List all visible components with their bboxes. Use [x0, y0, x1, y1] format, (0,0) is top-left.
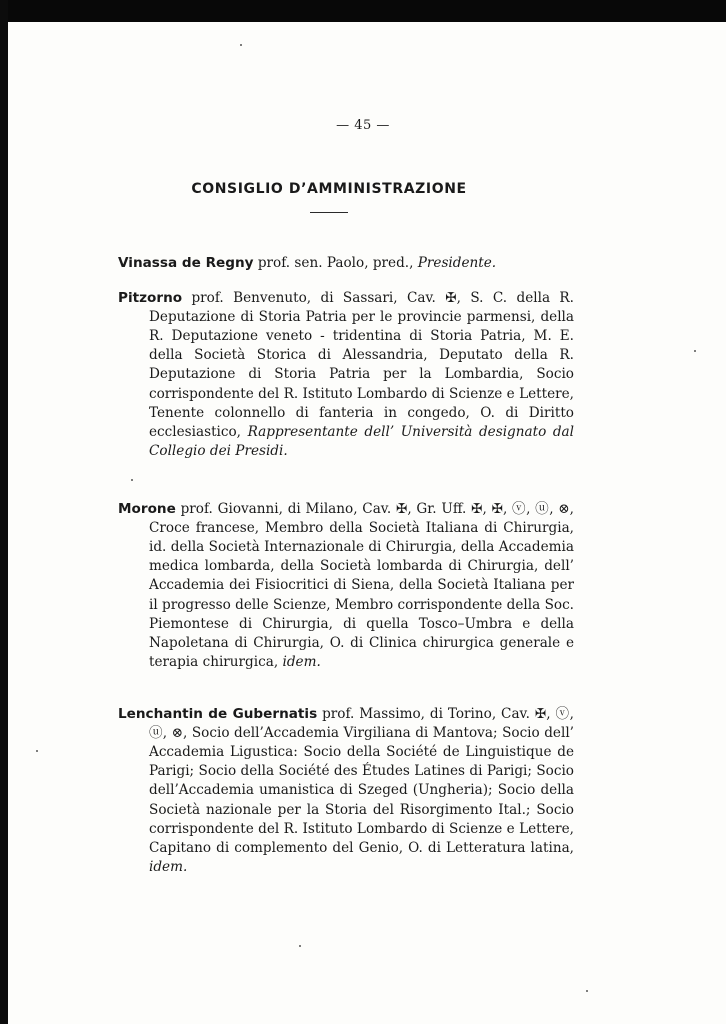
paper-speck: [299, 945, 301, 947]
paper-speck: [131, 479, 133, 481]
entry-text: prof. sen. Paolo, pred.,: [257, 254, 414, 271]
title-underline: [310, 212, 348, 213]
entry-vinassa: [118, 254, 574, 273]
entry-text: prof. Benvenuto, di Sassari, Cav. ✠, S. C. della R. Deputazione di Storia Patria per le provincie parmensi, della R. Deputazione veneto - tridentina di Storia Patria, M. E. della Società Storica di Alessandria, Deputato della R. Deputazione di Storia Patria per la Lombardia, Socio corrispondente del R. Istituto Lombardo di Scienze e Lettere, Tenente colonnello di fanteria in congedo, O. di Diritto ecclesiastico,: [149, 289, 574, 441]
entry-name: Pitzorno: [118, 289, 183, 306]
entry-name: Morone: [118, 500, 176, 517]
entry-name: Lenchantin de Gubernatis: [118, 705, 318, 722]
scan-left-border: [0, 0, 8, 1024]
entry-pitzorno: [118, 289, 574, 462]
entry-text: prof. Massimo, di Torino, Cav. ✠, ⓥ, ⓤ, ⊗, Socio dell’Accademia Virgiliana di Mantova; Socio dell’ Accademia Ligustica: Socio della Société de Linguistique de Parigi; Socio della Société des Études Latines di Parigi; Socio dell’Accademia umanistica di Szeged (Ungheria); Socio della Società nazionale per la Storia del Risorgimento Ital.; Socio corrispondente del R. Istituto Lombardo di Scienze e Lettere, Capitano di complemento del Genio, O. di Letteratura latina,: [149, 705, 574, 857]
paper-speck: [586, 990, 588, 992]
entry-role: Presidente.: [417, 254, 497, 271]
paper-speck: [694, 350, 696, 352]
paper-speck: [36, 750, 38, 752]
entry-morone: [118, 500, 574, 673]
entry-lenchantin: [118, 705, 574, 878]
section-title: CONSIGLIO D’AMMINISTRAZIONE: [191, 181, 467, 197]
entry-role: idem.: [282, 654, 321, 671]
entry-role: Rappresentante dell’ Università designato dal Collegio dei Presidi.: [149, 424, 574, 460]
entry-text: prof. Giovanni, di Milano, Cav. ✠, Gr. Uff. ✠, ✠, ⓥ, ⓤ, ⊗, Croce francese, Membro della Società Italiana di Chirurgia, id. della Società Internazionale di Chirurgia, della Accademia medica lombarda, della Società lombarda di Chirurgia, dell’ Accademia dei Fisiocritici di Siena, della Società Italiana per il progresso delle Scienze, Membro corrispondente della Soc. Piemontese di Chirurgia, di quella Tosco–Umbra e della Napoletana di Chirurgia, O. di Clinica chirurgica generale e terapia chirurgica,: [149, 500, 575, 671]
entry-role: idem.: [149, 859, 188, 876]
entry-name: Vinassa de Regny: [118, 254, 254, 271]
paper-speck: [240, 44, 242, 46]
scan-top-border: [0, 0, 726, 22]
page-number: — 45 —: [336, 118, 390, 133]
